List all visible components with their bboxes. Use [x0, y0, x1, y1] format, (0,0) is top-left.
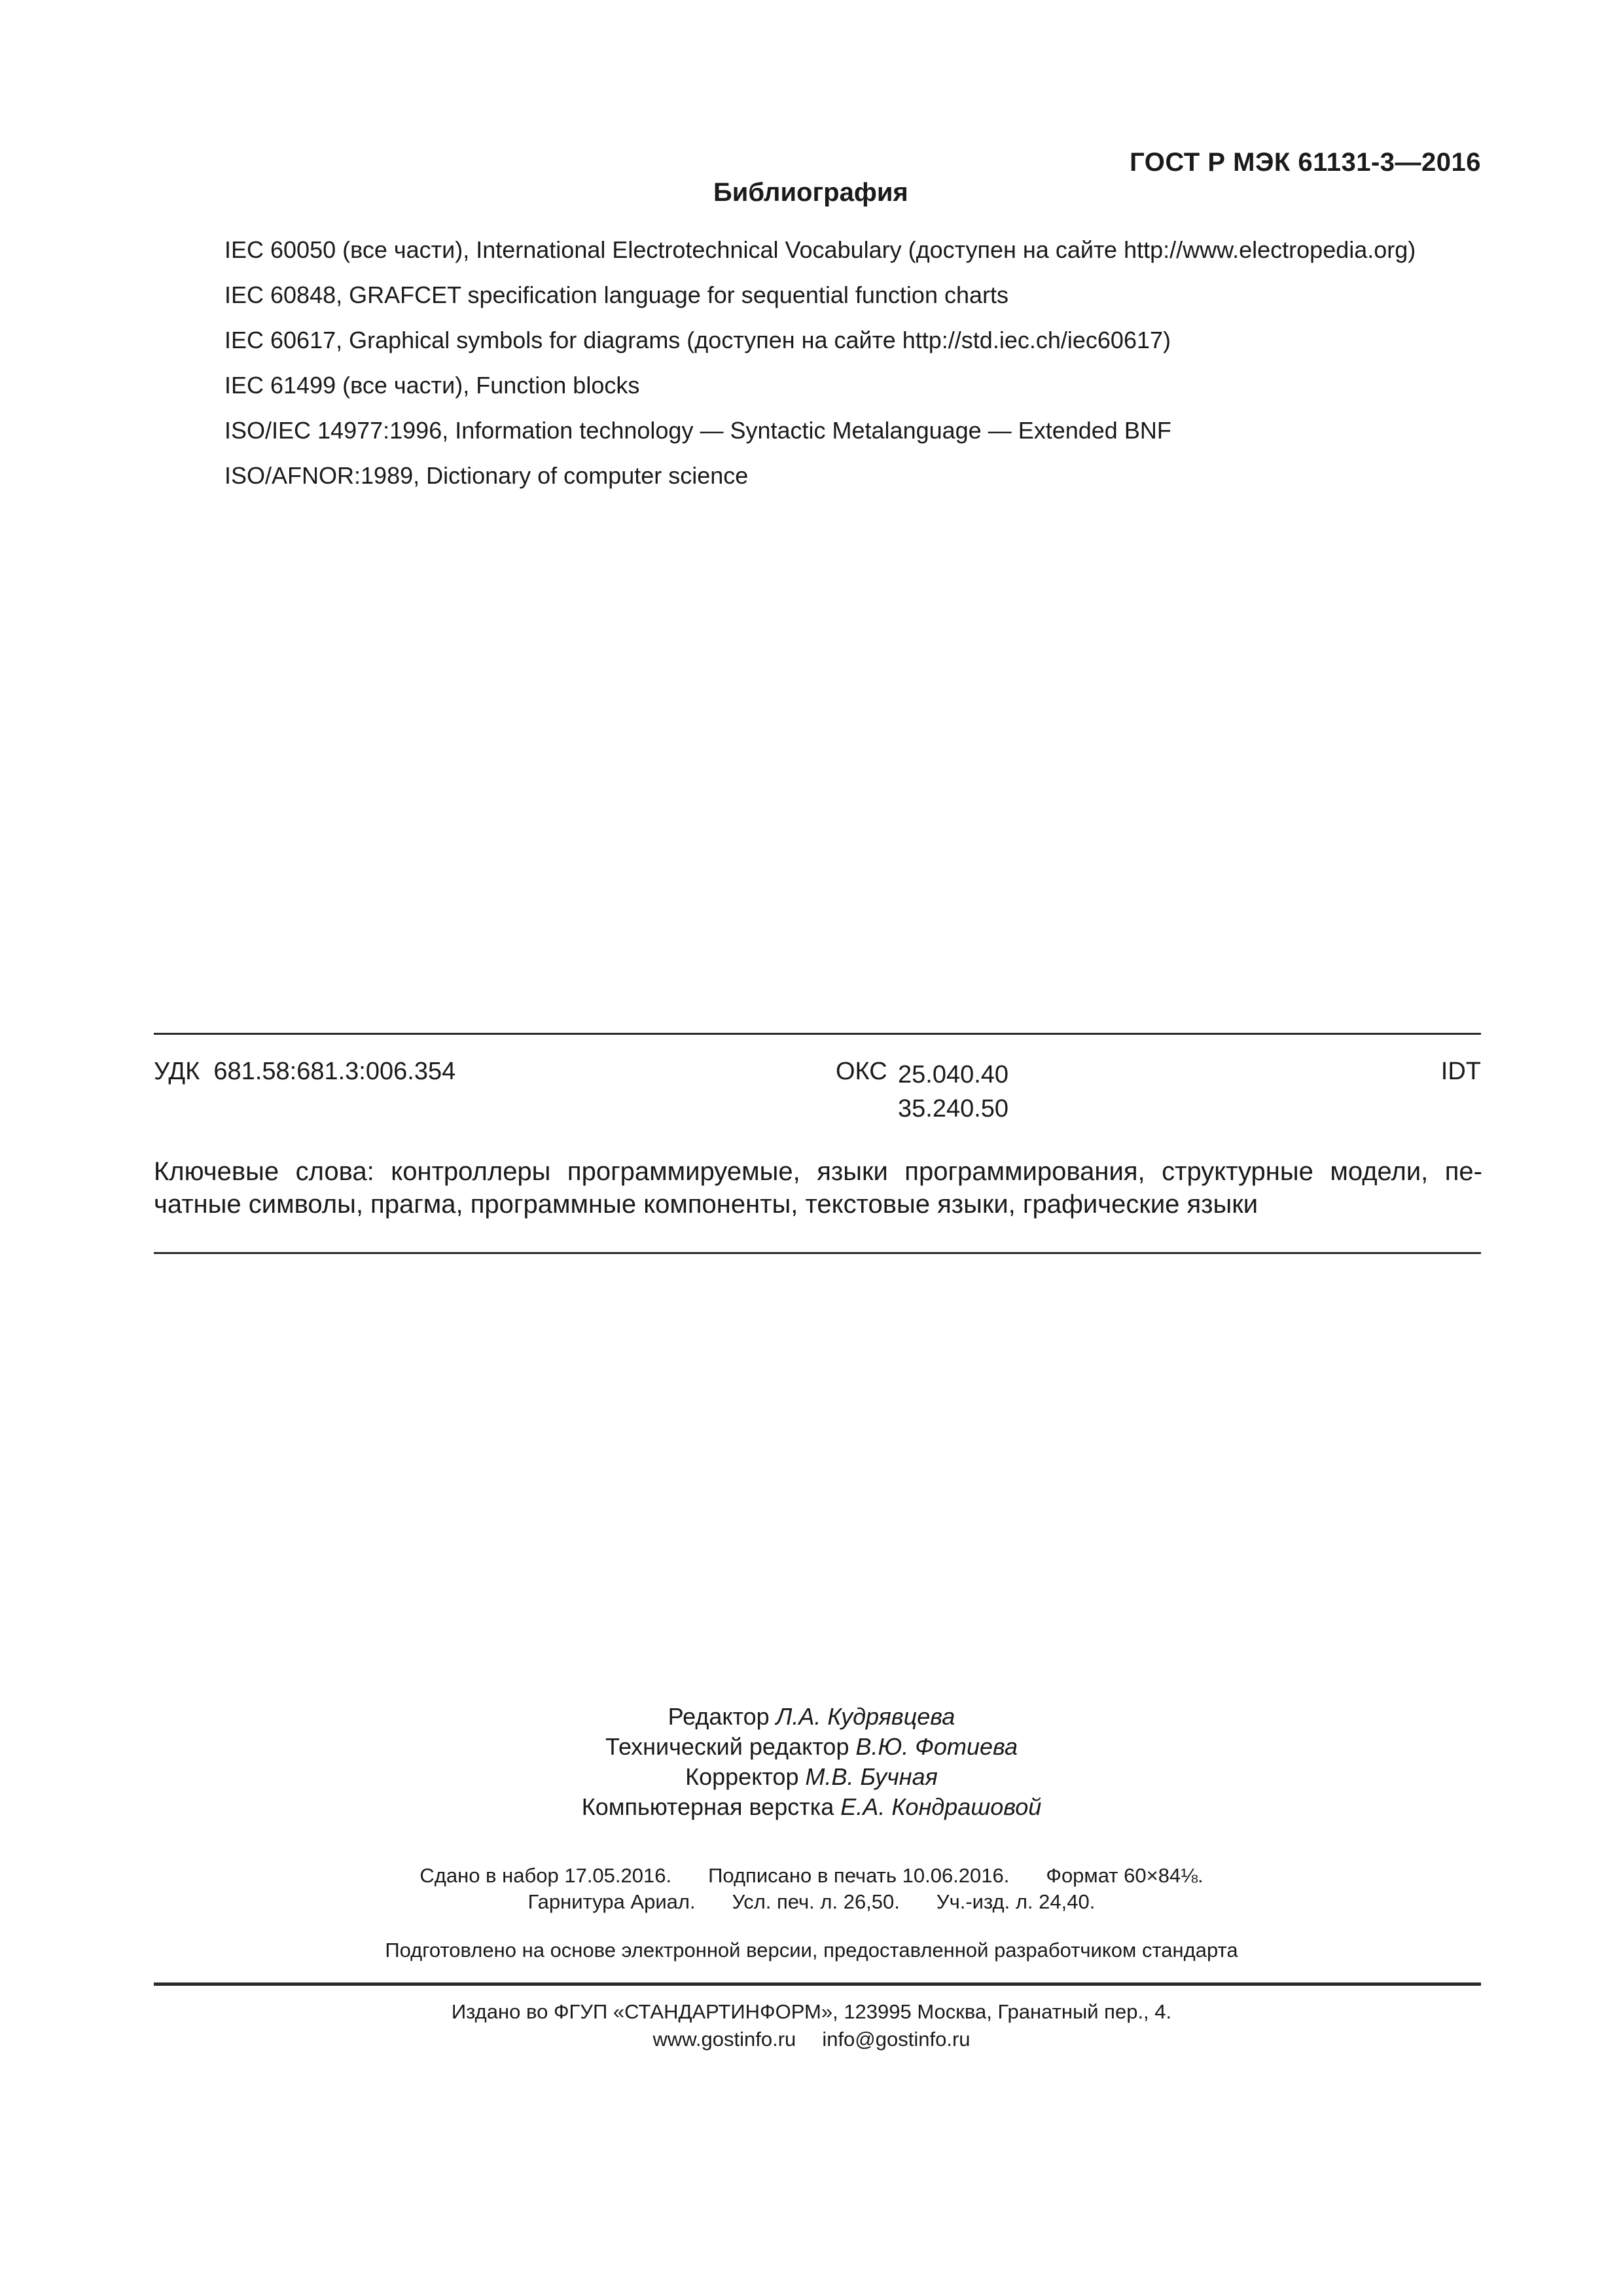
bibliography-list	[224, 237, 1416, 508]
paper-format: Формат 60×84⅛.	[1046, 1864, 1204, 1887]
credit-name: М.В. Бучная	[805, 1763, 938, 1790]
edit-sheets: Уч.-изд. л. 24,40.	[936, 1890, 1096, 1913]
bibliography-item: IEC 60617, Graphical symbols for diagrams (доступен на сайте http://std.iec.ch/iec60617)	[224, 327, 1171, 353]
keywords-line: чатные символы, прагма, программные компоненты, текстовые языки, графические языки	[154, 1190, 1258, 1219]
credit-proofreader	[0, 1762, 1623, 1792]
credit-role: Технический редактор	[605, 1733, 849, 1760]
oks-code: 35.240.50	[898, 1095, 1009, 1122]
udk-code: УДК 681.58:681.3:006.354	[154, 1058, 456, 1085]
bibliography-item: IEC 61499 (все части), Function blocks	[224, 372, 640, 399]
bibliography-item: ISO/IEC 14977:1996, Information technology — Syntactic Metalanguage — Extended BNF	[224, 417, 1171, 444]
divider-bottom	[154, 1982, 1481, 1986]
credit-layout	[0, 1792, 1623, 1822]
credit-name: Е.А. Кондрашовой	[840, 1793, 1042, 1820]
credit-editor	[0, 1702, 1623, 1732]
oks-codes	[898, 1058, 1008, 1126]
signed-date: Подписано в печать 10.06.2016.	[708, 1864, 1010, 1887]
prepared-note: Подготовлено на основе электронной версии, предоставленной разработчиком стандарта	[385, 1939, 1238, 1962]
typeset-date: Сдано в набор 17.05.2016.	[419, 1864, 672, 1887]
oks-code: 25.040.40	[898, 1061, 1009, 1088]
document-code: ГОСТ Р МЭК 61131-3—2016	[1130, 148, 1481, 177]
keywords-line: Ключевые слова: контроллеры программируемые, языки программирования, структурные модели, пе-	[154, 1157, 1482, 1186]
print-info-line	[0, 1863, 1623, 1889]
credits-block	[0, 1702, 1623, 1822]
credit-tech-editor	[0, 1732, 1623, 1762]
publisher-line: Издано во ФГУП «СТАНДАРТИНФОРМ», 123995 Москва, Гранатный пер., 4.	[451, 2000, 1172, 2023]
credit-name: В.Ю. Фотиева	[855, 1733, 1018, 1760]
bibliography-item: IEC 60848, GRAFCET specification language for sequential function charts	[224, 281, 1009, 308]
credit-name: Л.А. Кудрявцева	[776, 1703, 955, 1730]
print-sheets: Усл. печ. л. 26,50.	[732, 1890, 900, 1913]
credit-role: Корректор	[685, 1763, 799, 1790]
oks-label: ОКС	[836, 1058, 887, 1085]
bibliography-item: ISO/AFNOR:1989, Dictionary of computer science	[224, 462, 749, 489]
print-info	[0, 1863, 1623, 1915]
keywords	[154, 1155, 1482, 1221]
publisher-contacts	[0, 2026, 1623, 2053]
bibliography-item: IEC 60050 (все части), International Electrotechnical Vocabulary (доступен на сайте http://www.electropedia.org)	[224, 236, 1416, 263]
divider-top	[154, 1033, 1481, 1035]
credit-role: Редактор	[668, 1703, 770, 1730]
credit-role: Компьютерная верстка	[581, 1793, 834, 1820]
divider-middle	[154, 1252, 1481, 1254]
print-info-line	[0, 1889, 1623, 1915]
idt-label: IDT	[1440, 1058, 1481, 1085]
bibliography-title: Библиография	[713, 178, 908, 207]
publisher-block	[0, 1998, 1623, 2053]
publisher-email: info@gostinfo.ru	[822, 2028, 971, 2051]
publisher-website: www.gostinfo.ru	[652, 2028, 796, 2051]
typeface: Гарнитура Ариал.	[527, 1890, 696, 1913]
